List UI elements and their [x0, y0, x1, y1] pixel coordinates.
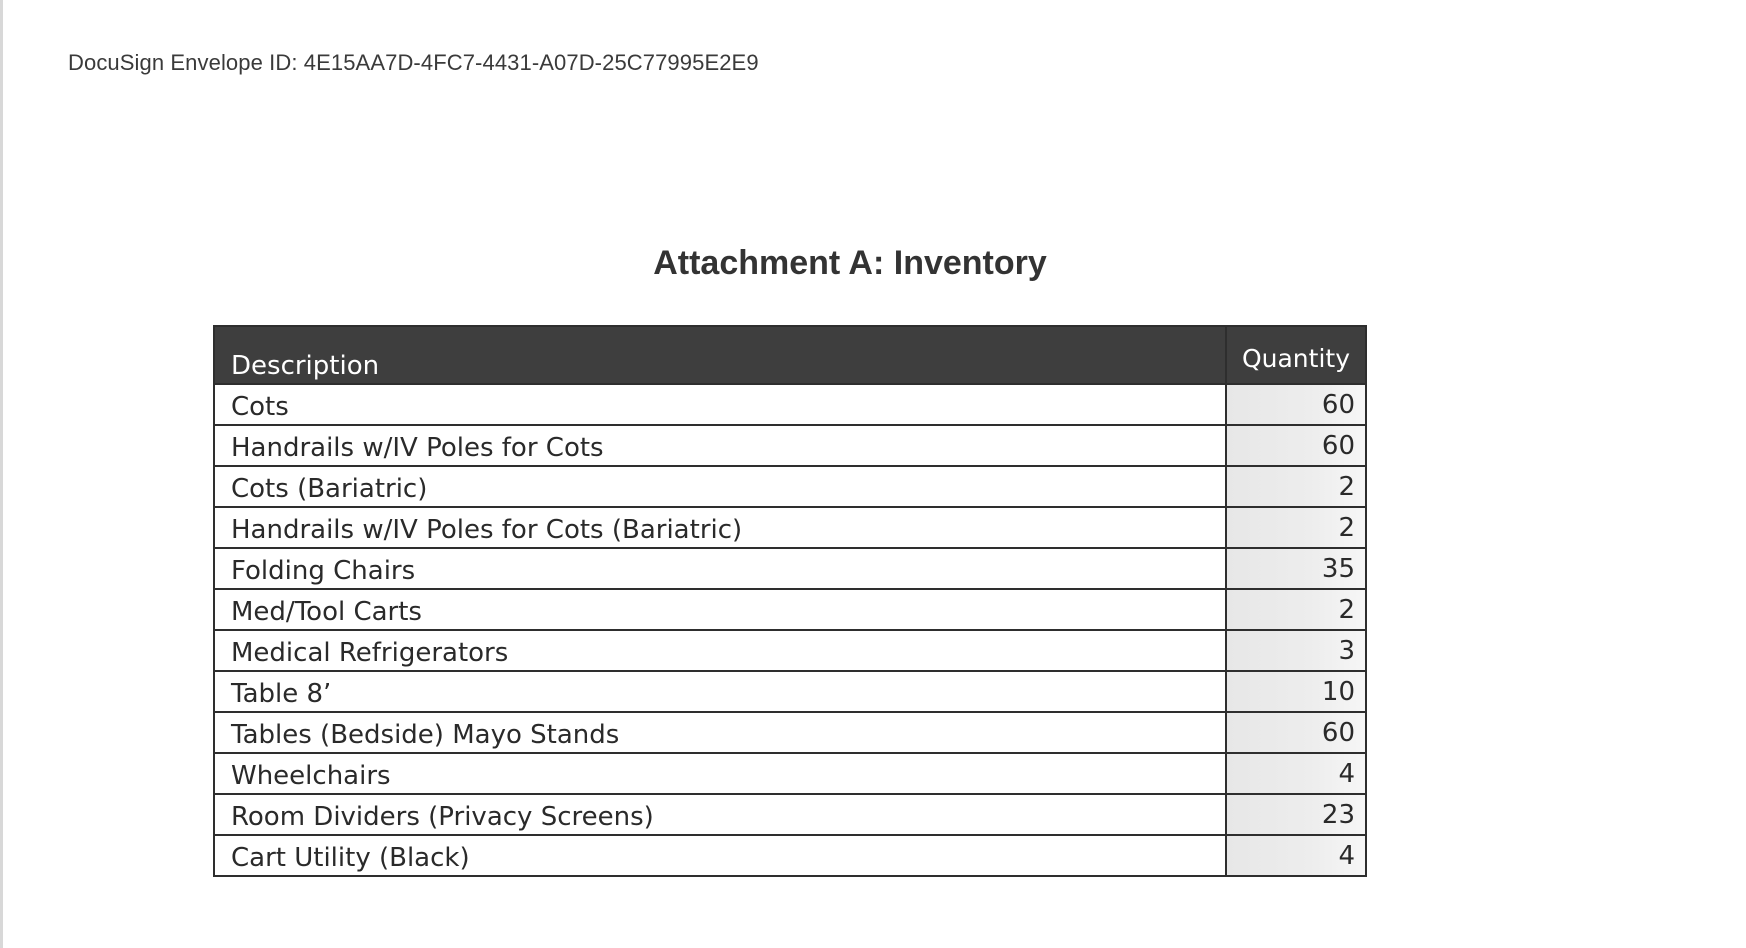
table-row	[214, 712, 1366, 753]
row-description: Cart Utility (Black)	[214, 835, 1226, 876]
row-description: Cots	[214, 384, 1226, 425]
row-description: Tables (Bedside) Mayo Stands	[214, 712, 1226, 753]
row-description: Folding Chairs	[214, 548, 1226, 589]
row-quantity: 60	[1226, 384, 1366, 425]
row-quantity: 60	[1226, 425, 1366, 466]
table-row	[214, 630, 1366, 671]
column-header-description: Description	[214, 326, 1226, 384]
table-row	[214, 507, 1366, 548]
column-header-quantity: Quantity	[1226, 326, 1366, 384]
table-row	[214, 466, 1366, 507]
row-quantity: 35	[1226, 548, 1366, 589]
table-row	[214, 548, 1366, 589]
row-description: Room Dividers (Privacy Screens)	[214, 794, 1226, 835]
table-row	[214, 753, 1366, 794]
table-row	[214, 425, 1366, 466]
row-quantity: 3	[1226, 630, 1366, 671]
table-row	[214, 794, 1366, 835]
row-description: Cots (Bariatric)	[214, 466, 1226, 507]
row-description: Wheelchairs	[214, 753, 1226, 794]
row-quantity: 2	[1226, 466, 1366, 507]
row-description: Table 8’	[214, 671, 1226, 712]
row-quantity: 4	[1226, 835, 1366, 876]
table-row	[214, 589, 1366, 630]
table-row	[214, 835, 1366, 876]
row-quantity: 23	[1226, 794, 1366, 835]
page-title: Attachment A: Inventory	[653, 244, 1047, 282]
row-quantity: 2	[1226, 589, 1366, 630]
page-edge	[0, 0, 3, 948]
row-quantity: 60	[1226, 712, 1366, 753]
table-row	[214, 384, 1366, 425]
table-header-row	[214, 326, 1366, 384]
envelope-id: DocuSign Envelope ID: 4E15AA7D-4FC7-4431-A07D-25C77995E2E9	[68, 50, 759, 75]
row-quantity: 2	[1226, 507, 1366, 548]
row-description: Med/Tool Carts	[214, 589, 1226, 630]
row-description: Handrails w/IV Poles for Cots (Bariatric)	[214, 507, 1226, 548]
inventory-table	[213, 325, 1367, 877]
row-quantity: 4	[1226, 753, 1366, 794]
row-description: Medical Refrigerators	[214, 630, 1226, 671]
row-quantity: 10	[1226, 671, 1366, 712]
row-description: Handrails w/IV Poles for Cots	[214, 425, 1226, 466]
table-row	[214, 671, 1366, 712]
